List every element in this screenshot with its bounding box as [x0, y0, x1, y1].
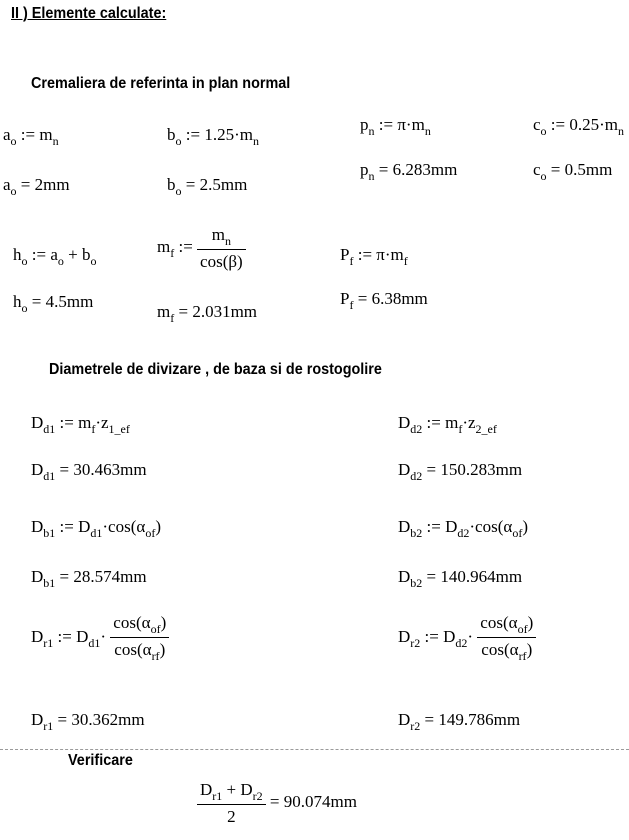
eq-Db1-result: $D_{b1} = 28.574mm$ — [31, 567, 147, 590]
eq-mf-result: $m_f = 2.031mm$ — [157, 302, 258, 325]
eq-Db2-def: $D_{b2}$ := $D_{d2}\cdot\cos(\alpha_{of})$ — [398, 517, 528, 540]
eq-Dd1-def: $D_{d1}$ := $m_f\cdot z_{1\_ef}$ — [31, 413, 130, 436]
eq-pn-def: $p_n$ := $\pi\cdot m_n$ — [360, 115, 431, 138]
eq-pn-result: $p_n = 6.283mm$ — [360, 160, 458, 183]
eq-Dr2-result: $D_{r2} = 149.786mm$ — [398, 710, 521, 733]
mf-fraction: $\frac{m_n}{\cos(\beta)}$ — [197, 226, 246, 270]
subsection-rack-title: Cremaliera de referinta in plan normal — [31, 75, 291, 92]
eq-Dr1-result: $D_{r1} = 30.362mm$ — [31, 710, 145, 733]
eq-h0-result: $h_o = 4.5mm$ — [13, 292, 94, 315]
eq-Db2-result: $D_{b2} = 140.964mm$ — [398, 567, 523, 590]
eq-Pf-def: $P_f$ := $\pi\cdot m_f$ — [340, 245, 408, 268]
eq-Dr2-def: $D_{r2}$ := $D_{d2}\cdot$ $\frac{\cos(\alpha_{of})}{\cos(\alpha_{rf})}$ — [398, 614, 536, 662]
eq-Db1-def: $D_{b1}$ := $D_{d1}\cdot\cos(\alpha_{of})$ — [31, 517, 161, 540]
subsection-check-title: Verificare — [68, 752, 133, 769]
eq-a0-def: $a_o$ := $m_n$ — [3, 125, 59, 148]
eq-Dd2-def: $D_{d2}$ := $m_f\cdot z_{2\_ef}$ — [398, 413, 497, 436]
eq-Dd1-result: $D_{d1} = 30.463mm$ — [31, 460, 147, 483]
eq-mf-def: $m_f$ := $\frac{m_n}{\cos(\beta)}$ — [157, 226, 246, 270]
eq-a0-result: $a_o = 2mm$ — [3, 175, 70, 198]
eq-h0-def: $h_o$ := $a_o + b_o$ — [13, 245, 97, 268]
eq-Pf-result: $P_f = 6.38mm$ — [340, 289, 428, 312]
subsection-diameters-title: Diametrele de divizare , de baza si de rostogolire — [49, 361, 382, 378]
eq-c0-def: $c_o$ := $0.25\cdot m_n$ — [533, 115, 625, 138]
eq-c0-result: $c_o = 0.5mm$ — [533, 160, 613, 183]
section-title: II ) Elemente calculate: — [11, 5, 167, 22]
eq-check: $\frac{D_{r1} + D_{r2}}{2}$ = 90.074mm — [197, 781, 357, 825]
eq-b0-def: $b_o$ := $1.25\cdot m_n$ — [167, 125, 259, 148]
eq-Dr1-def: $D_{r1}$ := $D_{d1}\cdot$ $\frac{\cos(\alpha_{of})}{\cos(\alpha_{rf})}$ — [31, 614, 169, 662]
dr1-fraction: $\frac{\cos(\alpha_{of})}{\cos(\alpha_{rf})}$ — [110, 614, 169, 662]
eq-Dd2-result: $D_{d2} = 150.283mm$ — [398, 460, 523, 483]
check-fraction: $\frac{D_{r1} + D_{r2}}{2}$ — [197, 781, 266, 825]
eq-b0-result: $b_o = 2.5mm$ — [167, 175, 248, 198]
page-break-separator — [0, 749, 629, 750]
dr2-fraction: $\frac{\cos(\alpha_{of})}{\cos(\alpha_{rf})}$ — [477, 614, 536, 662]
